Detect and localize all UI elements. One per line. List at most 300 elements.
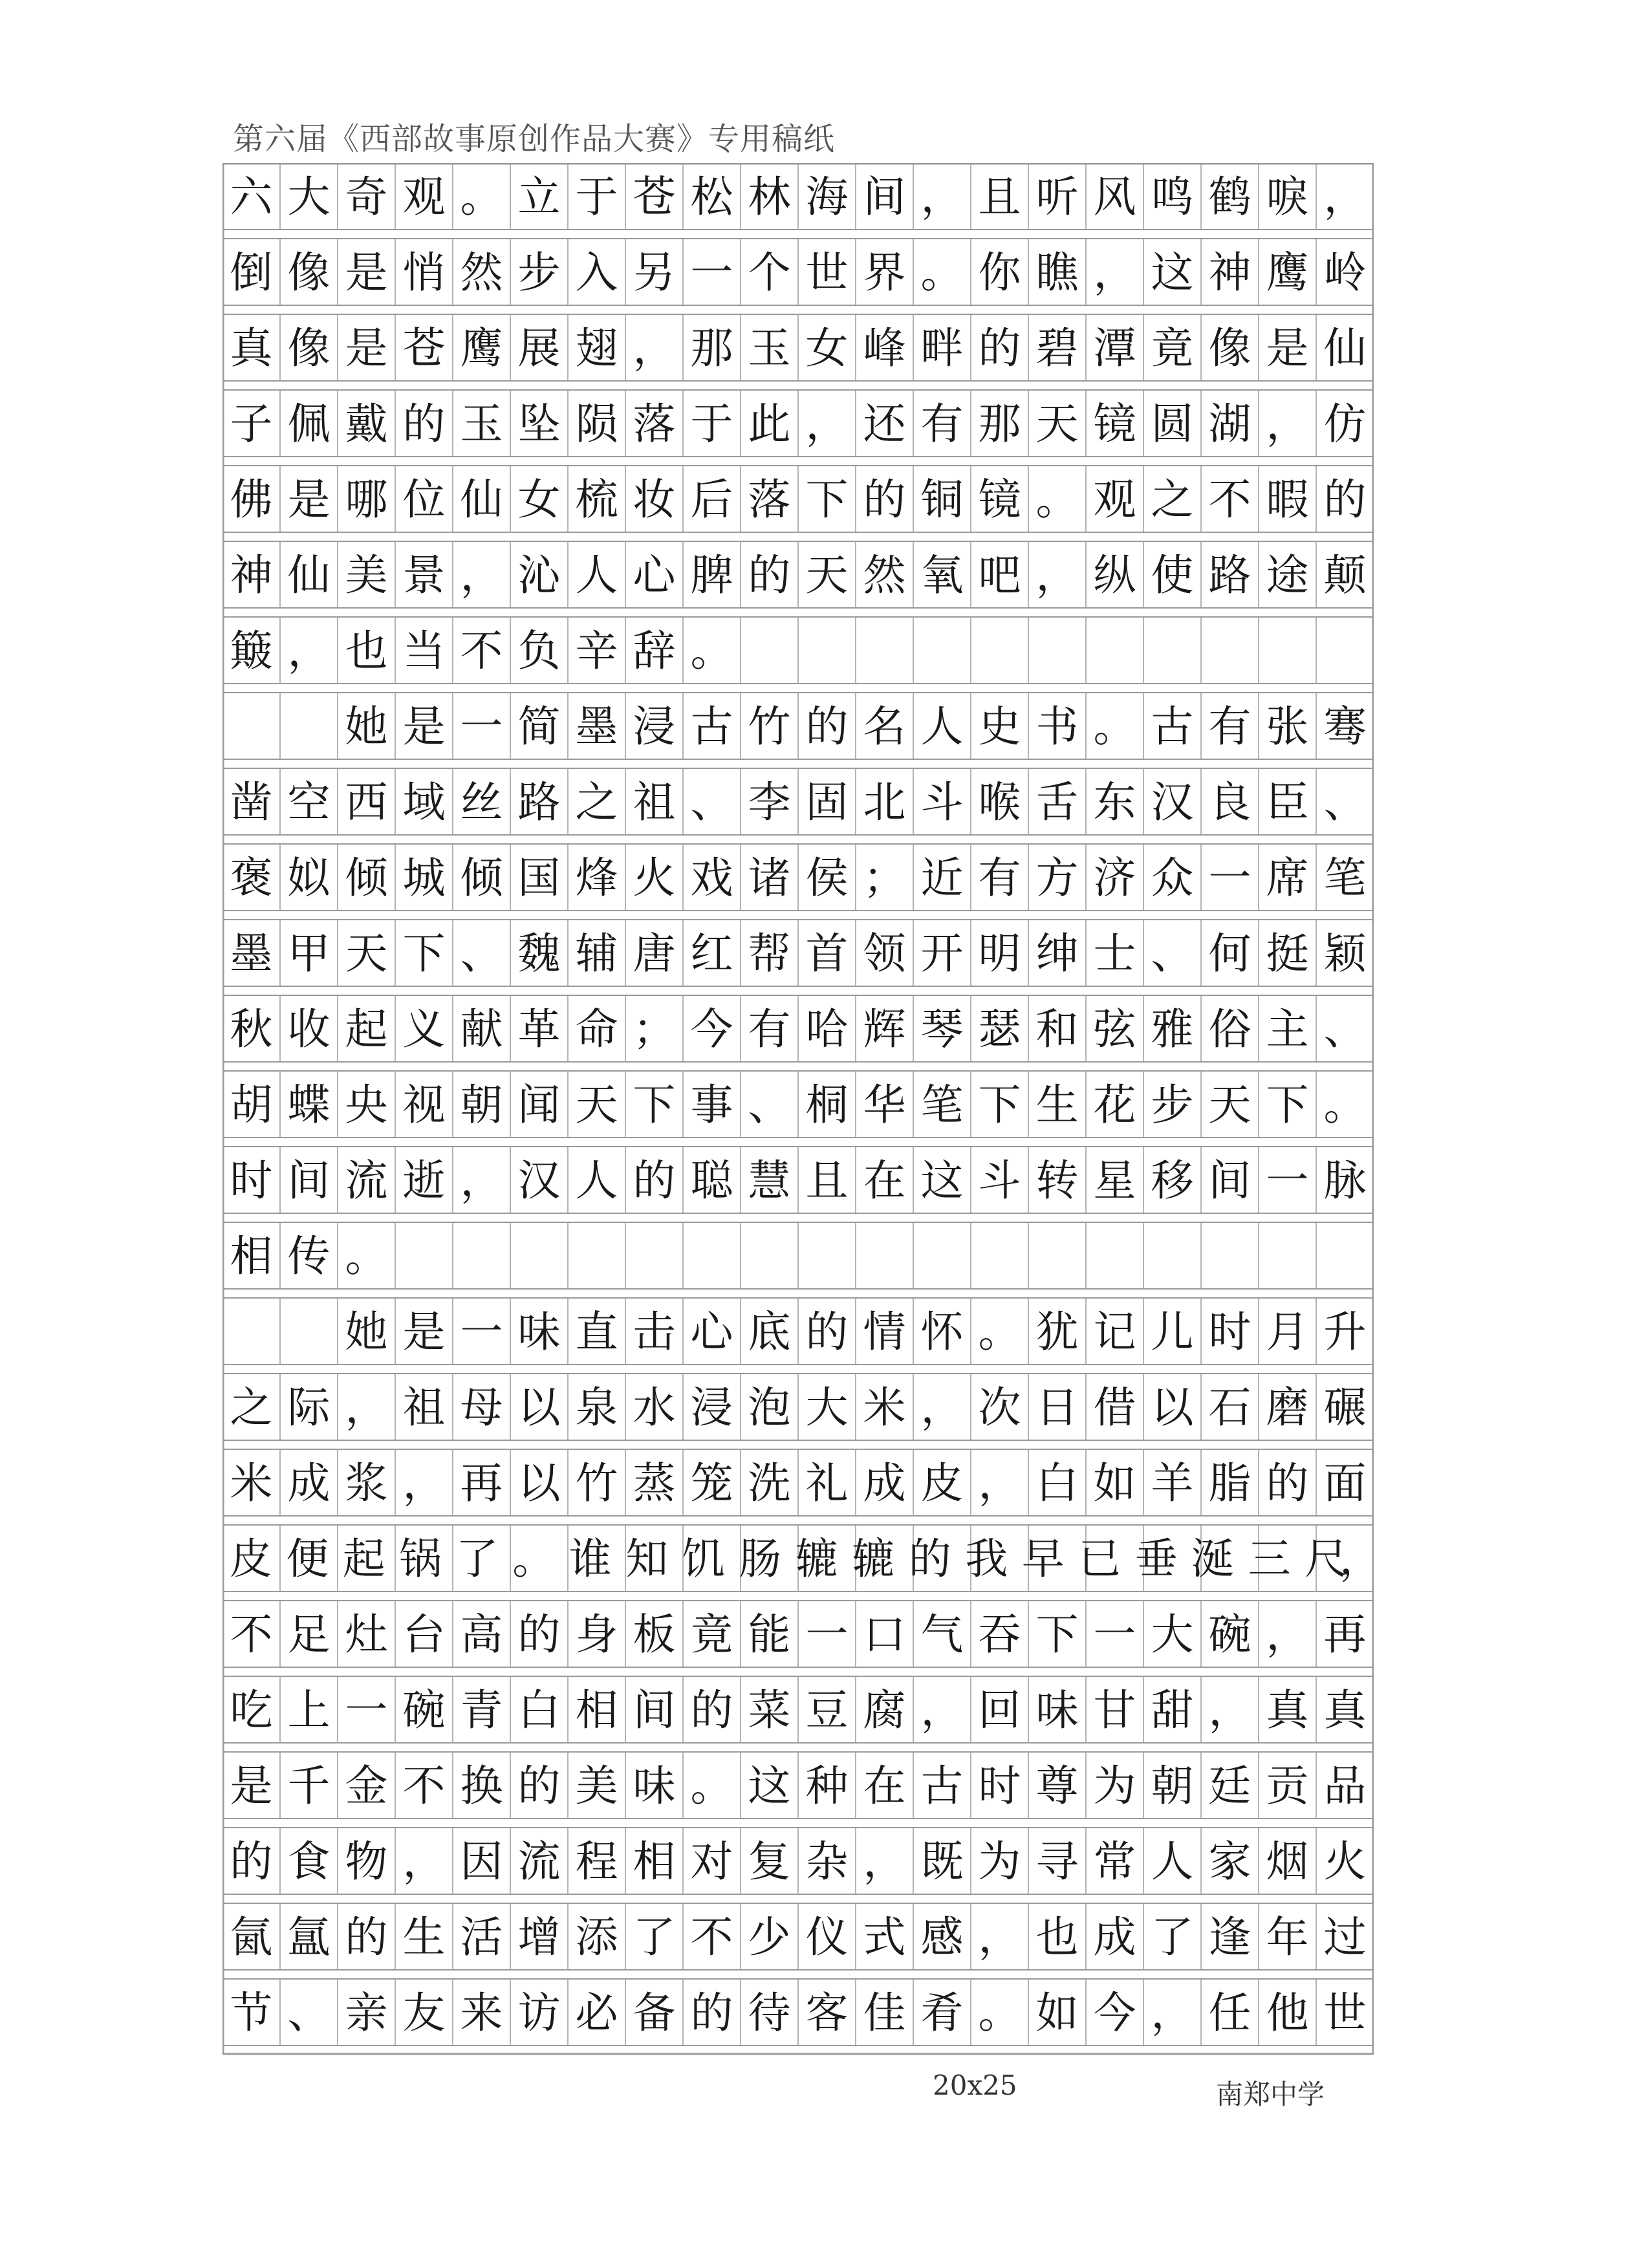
grid-character: 的 (1323, 474, 1367, 524)
grid-character: ， (978, 1912, 1021, 1962)
manuscript-grid-paper (222, 163, 1382, 2057)
grid-character: 倾 (460, 852, 503, 903)
grid-character: 他 (1266, 1987, 1309, 2038)
grid-character: 泡 (748, 1382, 791, 1432)
grid-character: 的 (402, 398, 446, 449)
grid-character: ， (1266, 1609, 1309, 1659)
grid-character: 蒸 (633, 1458, 676, 1508)
grid-character: 墨 (575, 701, 618, 751)
grid-character: 火 (1323, 1836, 1367, 1886)
grid-character: 鹰 (460, 323, 503, 373)
text-line (222, 840, 1374, 916)
text-line (222, 159, 1374, 235)
grid-character: 复 (748, 1836, 791, 1886)
grid-character: 的 (690, 1685, 733, 1735)
grid-character: 程 (575, 1836, 618, 1886)
grid-character (280, 689, 338, 764)
grid-character: ， (805, 398, 849, 449)
grid-character: 逢 (1208, 1912, 1251, 1962)
paper-header-title: 第六届《西部故事原创作品大赛》专用稿纸 (233, 121, 836, 157)
text-line (222, 1521, 1382, 1597)
grid-character: 墨 (230, 928, 273, 978)
grid-character: ， (460, 1155, 503, 1205)
grid-character: 下 (805, 474, 849, 524)
grid-character: 。 (690, 625, 733, 676)
grid-character: 的 (230, 1836, 273, 1886)
grid-character: 食 (287, 1836, 330, 1886)
grid-character: 女 (805, 323, 849, 373)
grid-character: 流 (345, 1155, 388, 1205)
grid-character: 仙 (287, 550, 330, 600)
grid-character: 像 (287, 323, 330, 373)
grid-character: 来 (460, 1987, 503, 2038)
grid-character: 倾 (345, 852, 388, 903)
grid-character: ， (920, 1382, 964, 1432)
grid-character: 间 (287, 1155, 330, 1205)
grid-character: 的 (863, 474, 906, 524)
grid-character: 一 (690, 247, 733, 297)
grid-character: 皮 (229, 1533, 272, 1584)
grid-character: 。 (690, 1760, 733, 1811)
grid-character: 的 (633, 1155, 676, 1205)
grid-character: ， (1035, 550, 1079, 600)
grid-character: 汉 (517, 1155, 561, 1205)
grid-character: 生 (1035, 1079, 1079, 1130)
grid-character: 苍 (633, 171, 676, 222)
grid-character: 那 (690, 323, 733, 373)
grid-character: 弦 (1093, 1004, 1136, 1054)
grid-character: 哪 (345, 474, 388, 524)
grid-character: 帮 (748, 928, 791, 978)
grid-character: 的 (345, 1912, 388, 1962)
grid-character: 白 (517, 1685, 561, 1735)
grid-character: 铜 (920, 474, 964, 524)
grid-character: 首 (805, 928, 849, 978)
grid-character: 间 (633, 1685, 676, 1735)
grid-character: 视 (402, 1079, 446, 1130)
grid-character: 汉 (1151, 777, 1194, 827)
grid-character: 景 (402, 550, 446, 600)
grid-character: 浸 (633, 701, 676, 751)
grid-character: 必 (575, 1987, 618, 2038)
grid-character: 北 (863, 777, 906, 827)
grid-character: 友 (402, 1987, 446, 2038)
grid-character: 成 (287, 1458, 330, 1508)
grid-character: 寻 (1035, 1836, 1079, 1886)
grid-character: 、 (1151, 928, 1194, 978)
grid-character: 灶 (345, 1609, 388, 1659)
grid-character: 步 (517, 247, 561, 297)
grid-character: 纵 (1093, 550, 1136, 600)
grid-character: 负 (517, 625, 561, 676)
grid-character: 为 (1093, 1760, 1136, 1811)
grid-character: 玉 (748, 323, 791, 373)
text-line (222, 1899, 1374, 1975)
grid-character: 访 (517, 1987, 561, 2038)
grid-character (222, 689, 280, 764)
grid-character: ， (1266, 398, 1309, 449)
grid-character: 足 (287, 1609, 330, 1659)
grid-character: 展 (517, 323, 561, 373)
grid-character: 物 (345, 1836, 388, 1886)
grid-character: 绅 (1035, 928, 1079, 978)
grid-character: 洗 (748, 1458, 791, 1508)
grid-character: 氧 (920, 550, 964, 600)
grid-character: 慧 (748, 1155, 791, 1205)
grid-character: 这 (748, 1760, 791, 1811)
grid-character: 步 (1151, 1079, 1194, 1130)
grid-character: 褒 (230, 852, 273, 903)
grid-character: 在 (863, 1155, 906, 1205)
grid-character: 笔 (920, 1079, 964, 1130)
grid-character: 诸 (748, 852, 791, 903)
grid-character: 且 (805, 1155, 849, 1205)
grid-character: 下 (1266, 1079, 1309, 1130)
grid-character: 相 (575, 1685, 618, 1735)
grid-character: 然 (863, 550, 906, 600)
grid-character: 心 (690, 1306, 733, 1357)
grid-character: 命 (575, 1004, 618, 1054)
grid-character: 美 (345, 550, 388, 600)
grid-character: 金 (345, 1760, 388, 1811)
grid-character: 天 (805, 550, 849, 600)
grid-character: 鹤 (1208, 171, 1251, 222)
grid-character: ， (1093, 247, 1136, 297)
grid-character: 下 (633, 1079, 676, 1130)
grid-character: 今 (690, 1004, 733, 1054)
grid-character: 城 (402, 852, 446, 903)
grid-character: 大 (287, 171, 330, 222)
grid-spec-label: 20x25 (933, 2069, 1017, 2101)
grid-character: 佛 (230, 474, 273, 524)
grid-character: 烟 (1266, 1836, 1309, 1886)
grid-character: ； (863, 852, 906, 903)
grid-character: 胡 (230, 1079, 273, 1130)
grid-character: 沁 (517, 550, 561, 600)
grid-character: 的 (805, 1306, 849, 1357)
grid-character: 。 (978, 1987, 1021, 2038)
grid-character: 。 (460, 171, 503, 222)
grid-character: 尊 (1035, 1760, 1079, 1811)
grid-character: 身 (575, 1609, 618, 1659)
grid-character: 上 (287, 1685, 330, 1735)
grid-character: 的 (1266, 1458, 1309, 1508)
text-line (222, 1748, 1374, 1824)
grid-character: 六 (230, 171, 273, 222)
grid-character: 骞 (1323, 701, 1367, 751)
grid-character: 成 (1093, 1912, 1136, 1962)
grid-character: 人 (1151, 1836, 1194, 1886)
grid-character: 这 (1151, 247, 1194, 297)
grid-character: 松 (690, 171, 733, 222)
grid-character: 悄 (402, 247, 446, 297)
grid-character: 、 (748, 1079, 791, 1130)
grid-character: 路 (1208, 550, 1251, 600)
grid-character: 腐 (863, 1685, 906, 1735)
text-line (222, 310, 1374, 386)
grid-character: 后 (690, 474, 733, 524)
grid-character: 真 (230, 323, 273, 373)
grid-character: 不 (1208, 474, 1251, 524)
school-name: 南郑中学 (1216, 2079, 1325, 2110)
grid-character: 于 (575, 171, 618, 222)
grid-character: 备 (633, 1987, 676, 2038)
grid-character: 了 (455, 1533, 499, 1584)
grid-character: 这 (920, 1155, 964, 1205)
grid-character: 击 (633, 1306, 676, 1357)
text-line (222, 1218, 1374, 1294)
grid-character: ， (978, 1458, 1021, 1508)
grid-character: 玉 (460, 398, 503, 449)
grid-character: 使 (1151, 550, 1194, 600)
grid-character: 常 (1093, 1836, 1136, 1886)
grid-character: 笼 (690, 1458, 733, 1508)
grid-character: 对 (690, 1836, 733, 1886)
grid-character: 回 (978, 1685, 1021, 1735)
grid-character: 她 (345, 701, 388, 751)
grid-character: 传 (287, 1231, 330, 1281)
grid-character: 当 (402, 625, 446, 676)
grid-character: 待 (748, 1987, 791, 2038)
grid-character: 白 (1035, 1458, 1079, 1508)
grid-character: 是 (287, 474, 330, 524)
grid-character: 颖 (1323, 928, 1367, 978)
grid-character: 良 (1208, 777, 1251, 827)
grid-character: ， (920, 1685, 964, 1735)
grid-character: 何 (1208, 928, 1251, 978)
grid-character: 瑟 (978, 1004, 1021, 1054)
grid-character: 感 (920, 1912, 964, 1962)
grid-character: 。 (978, 1306, 1021, 1357)
grid-character: 口 (863, 1609, 906, 1659)
grid-character: 有 (978, 852, 1021, 903)
grid-character: 的 (517, 1609, 561, 1659)
grid-character: 之 (575, 777, 618, 827)
grid-character: 年 (1266, 1912, 1309, 1962)
grid-character: 空 (287, 777, 330, 827)
grid-character: 唳 (1266, 171, 1309, 222)
grid-character: 再 (460, 1458, 503, 1508)
grid-character: 少 (748, 1912, 791, 1962)
grid-character: ， (633, 323, 676, 373)
grid-character: 也 (345, 625, 388, 676)
grid-character: 生 (402, 1912, 446, 1962)
grid-character: 美 (575, 1760, 618, 1811)
grid-character: 下 (1035, 1609, 1079, 1659)
grid-character: 任 (1208, 1987, 1251, 2038)
grid-character: 开 (920, 928, 964, 978)
grid-character: 众 (1151, 852, 1194, 903)
grid-character: 记 (1093, 1306, 1136, 1357)
grid-character: 臣 (1266, 777, 1309, 827)
grid-character: 甘 (1093, 1685, 1136, 1735)
grid-character: 礼 (805, 1458, 849, 1508)
grid-character: 鸣 (1151, 171, 1194, 222)
grid-character: 戴 (345, 398, 388, 449)
grid-character: 镜 (978, 474, 1021, 524)
grid-character: 然 (460, 247, 503, 297)
grid-character: 肴 (920, 1987, 964, 2038)
grid-character (222, 1294, 280, 1370)
grid-character: 舌 (1035, 777, 1079, 827)
grid-character: 天 (1208, 1079, 1251, 1130)
grid-character: 天 (575, 1079, 618, 1130)
grid-character: 岭 (1323, 247, 1367, 297)
grid-character: 一 (345, 1685, 388, 1735)
grid-character: 朝 (460, 1079, 503, 1130)
grid-character: 风 (1093, 171, 1136, 222)
grid-character: 哈 (805, 1004, 849, 1054)
grid-character: 济 (1093, 852, 1136, 903)
grid-character: 如 (1035, 1987, 1079, 2038)
grid-character: 湖 (1208, 398, 1251, 449)
grid-character: 神 (1208, 247, 1251, 297)
grid-character: 肠 (739, 1533, 782, 1584)
grid-character: 不 (230, 1609, 273, 1659)
grid-character: 月 (1266, 1306, 1309, 1357)
grid-character: 节 (230, 1987, 273, 2038)
text-line (222, 462, 1374, 537)
grid-character: 奇 (345, 171, 388, 222)
grid-character: 祖 (633, 777, 676, 827)
text-line (222, 235, 1374, 310)
grid-character: 挺 (1266, 928, 1309, 978)
grid-character: 辉 (863, 1004, 906, 1054)
grid-character: 暇 (1266, 474, 1309, 524)
grid-character: 脾 (690, 550, 733, 600)
grid-character: 是 (230, 1760, 273, 1811)
grid-character: 界 (863, 247, 906, 297)
grid-character: 流 (517, 1836, 561, 1886)
margin-character: ， (1339, 1533, 1382, 1584)
grid-character: 菜 (748, 1685, 791, 1735)
grid-character: 斗 (920, 777, 964, 827)
grid-character: 此 (748, 398, 791, 449)
grid-character: 落 (748, 474, 791, 524)
grid-character: 为 (978, 1836, 1021, 1886)
grid-character: 明 (978, 928, 1021, 978)
grid-character: 瞧 (1035, 247, 1079, 297)
grid-character: 的 (805, 701, 849, 751)
grid-character: 的 (748, 550, 791, 600)
grid-character: 氲 (287, 1912, 330, 1962)
grid-character: 垂 (1134, 1533, 1178, 1584)
grid-character: 客 (805, 1987, 849, 2038)
grid-character: 米 (230, 1458, 273, 1508)
grid-character: 领 (863, 928, 906, 978)
grid-character: 高 (460, 1609, 503, 1659)
grid-character: 方 (1035, 852, 1079, 903)
text-line (222, 1067, 1374, 1143)
grid-character: 品 (1323, 1760, 1367, 1811)
text-line (222, 1294, 1374, 1370)
grid-character: 簸 (230, 625, 273, 676)
grid-character: 简 (517, 701, 561, 751)
grid-character: 吞 (978, 1609, 1021, 1659)
grid-character: 立 (517, 171, 561, 222)
grid-character: 且 (978, 171, 1021, 222)
grid-character: 人 (575, 1155, 618, 1205)
grid-character: 世 (1323, 1987, 1367, 2038)
grid-character: 的 (517, 1760, 561, 1811)
text-line (222, 764, 1374, 840)
grid-character: 国 (517, 852, 561, 903)
grid-character: 陨 (575, 398, 618, 449)
grid-character: 古 (690, 701, 733, 751)
grid-character: ， (402, 1458, 446, 1508)
grid-character: 吧 (978, 550, 1021, 600)
text-line (222, 1824, 1374, 1899)
grid-character: 水 (633, 1382, 676, 1432)
grid-character: 古 (1151, 701, 1194, 751)
grid-character: 祖 (402, 1382, 446, 1432)
grid-character: ， (1208, 1685, 1251, 1735)
grid-character: 姒 (287, 852, 330, 903)
grid-character: 不 (460, 625, 503, 676)
grid-character: 一 (805, 1609, 849, 1659)
grid-character: 另 (633, 247, 676, 297)
text-line (222, 1370, 1374, 1445)
grid-character: 能 (748, 1609, 791, 1659)
grid-character: 青 (460, 1685, 503, 1735)
grid-character: 石 (1208, 1382, 1251, 1432)
grid-character: 个 (748, 247, 791, 297)
grid-character: 镜 (1093, 398, 1136, 449)
grid-character: 氤 (230, 1912, 273, 1962)
grid-character: 尺 (1305, 1533, 1348, 1584)
grid-character: 域 (402, 777, 446, 827)
grid-character: 面 (1323, 1458, 1367, 1508)
text-line (222, 991, 1374, 1067)
grid-character: 天 (345, 928, 388, 978)
grid-character: 已 (1078, 1533, 1121, 1584)
grid-character: 也 (1035, 1912, 1079, 1962)
grid-character: 气 (920, 1609, 964, 1659)
grid-character: 在 (863, 1760, 906, 1811)
grid-character: 时 (1208, 1306, 1251, 1357)
grid-character: 。 (345, 1231, 388, 1281)
grid-character: 神 (230, 550, 273, 600)
grid-character: 张 (1266, 701, 1309, 751)
grid-character: 一 (460, 1306, 503, 1357)
grid-character: 圆 (1151, 398, 1194, 449)
grid-character: 时 (230, 1155, 273, 1205)
grid-character: 辘 (795, 1533, 838, 1584)
grid-character: 相 (633, 1836, 676, 1886)
grid-character: 坠 (517, 398, 561, 449)
grid-character: 泉 (575, 1382, 618, 1432)
grid-character: 像 (287, 247, 330, 297)
grid-character: 的 (690, 1987, 733, 2038)
grid-character: 式 (863, 1912, 906, 1962)
grid-character: 早 (1021, 1533, 1065, 1584)
grid-character: 种 (805, 1760, 849, 1811)
grid-character: 佩 (287, 398, 330, 449)
grid-character: 涎 (1191, 1533, 1235, 1584)
grid-character: ， (345, 1382, 388, 1432)
grid-character: 锅 (399, 1533, 442, 1584)
grid-character: 今 (1093, 1987, 1136, 2038)
grid-character: 那 (978, 398, 1021, 449)
grid-character: 海 (805, 171, 849, 222)
grid-character: 斗 (978, 1155, 1021, 1205)
grid-character: 便 (286, 1533, 329, 1584)
grid-character: 你 (978, 247, 1021, 297)
grid-character: 是 (402, 1306, 446, 1357)
grid-character: 之 (230, 1382, 273, 1432)
grid-character: 竟 (1151, 323, 1194, 373)
grid-character: 观 (1093, 474, 1136, 524)
